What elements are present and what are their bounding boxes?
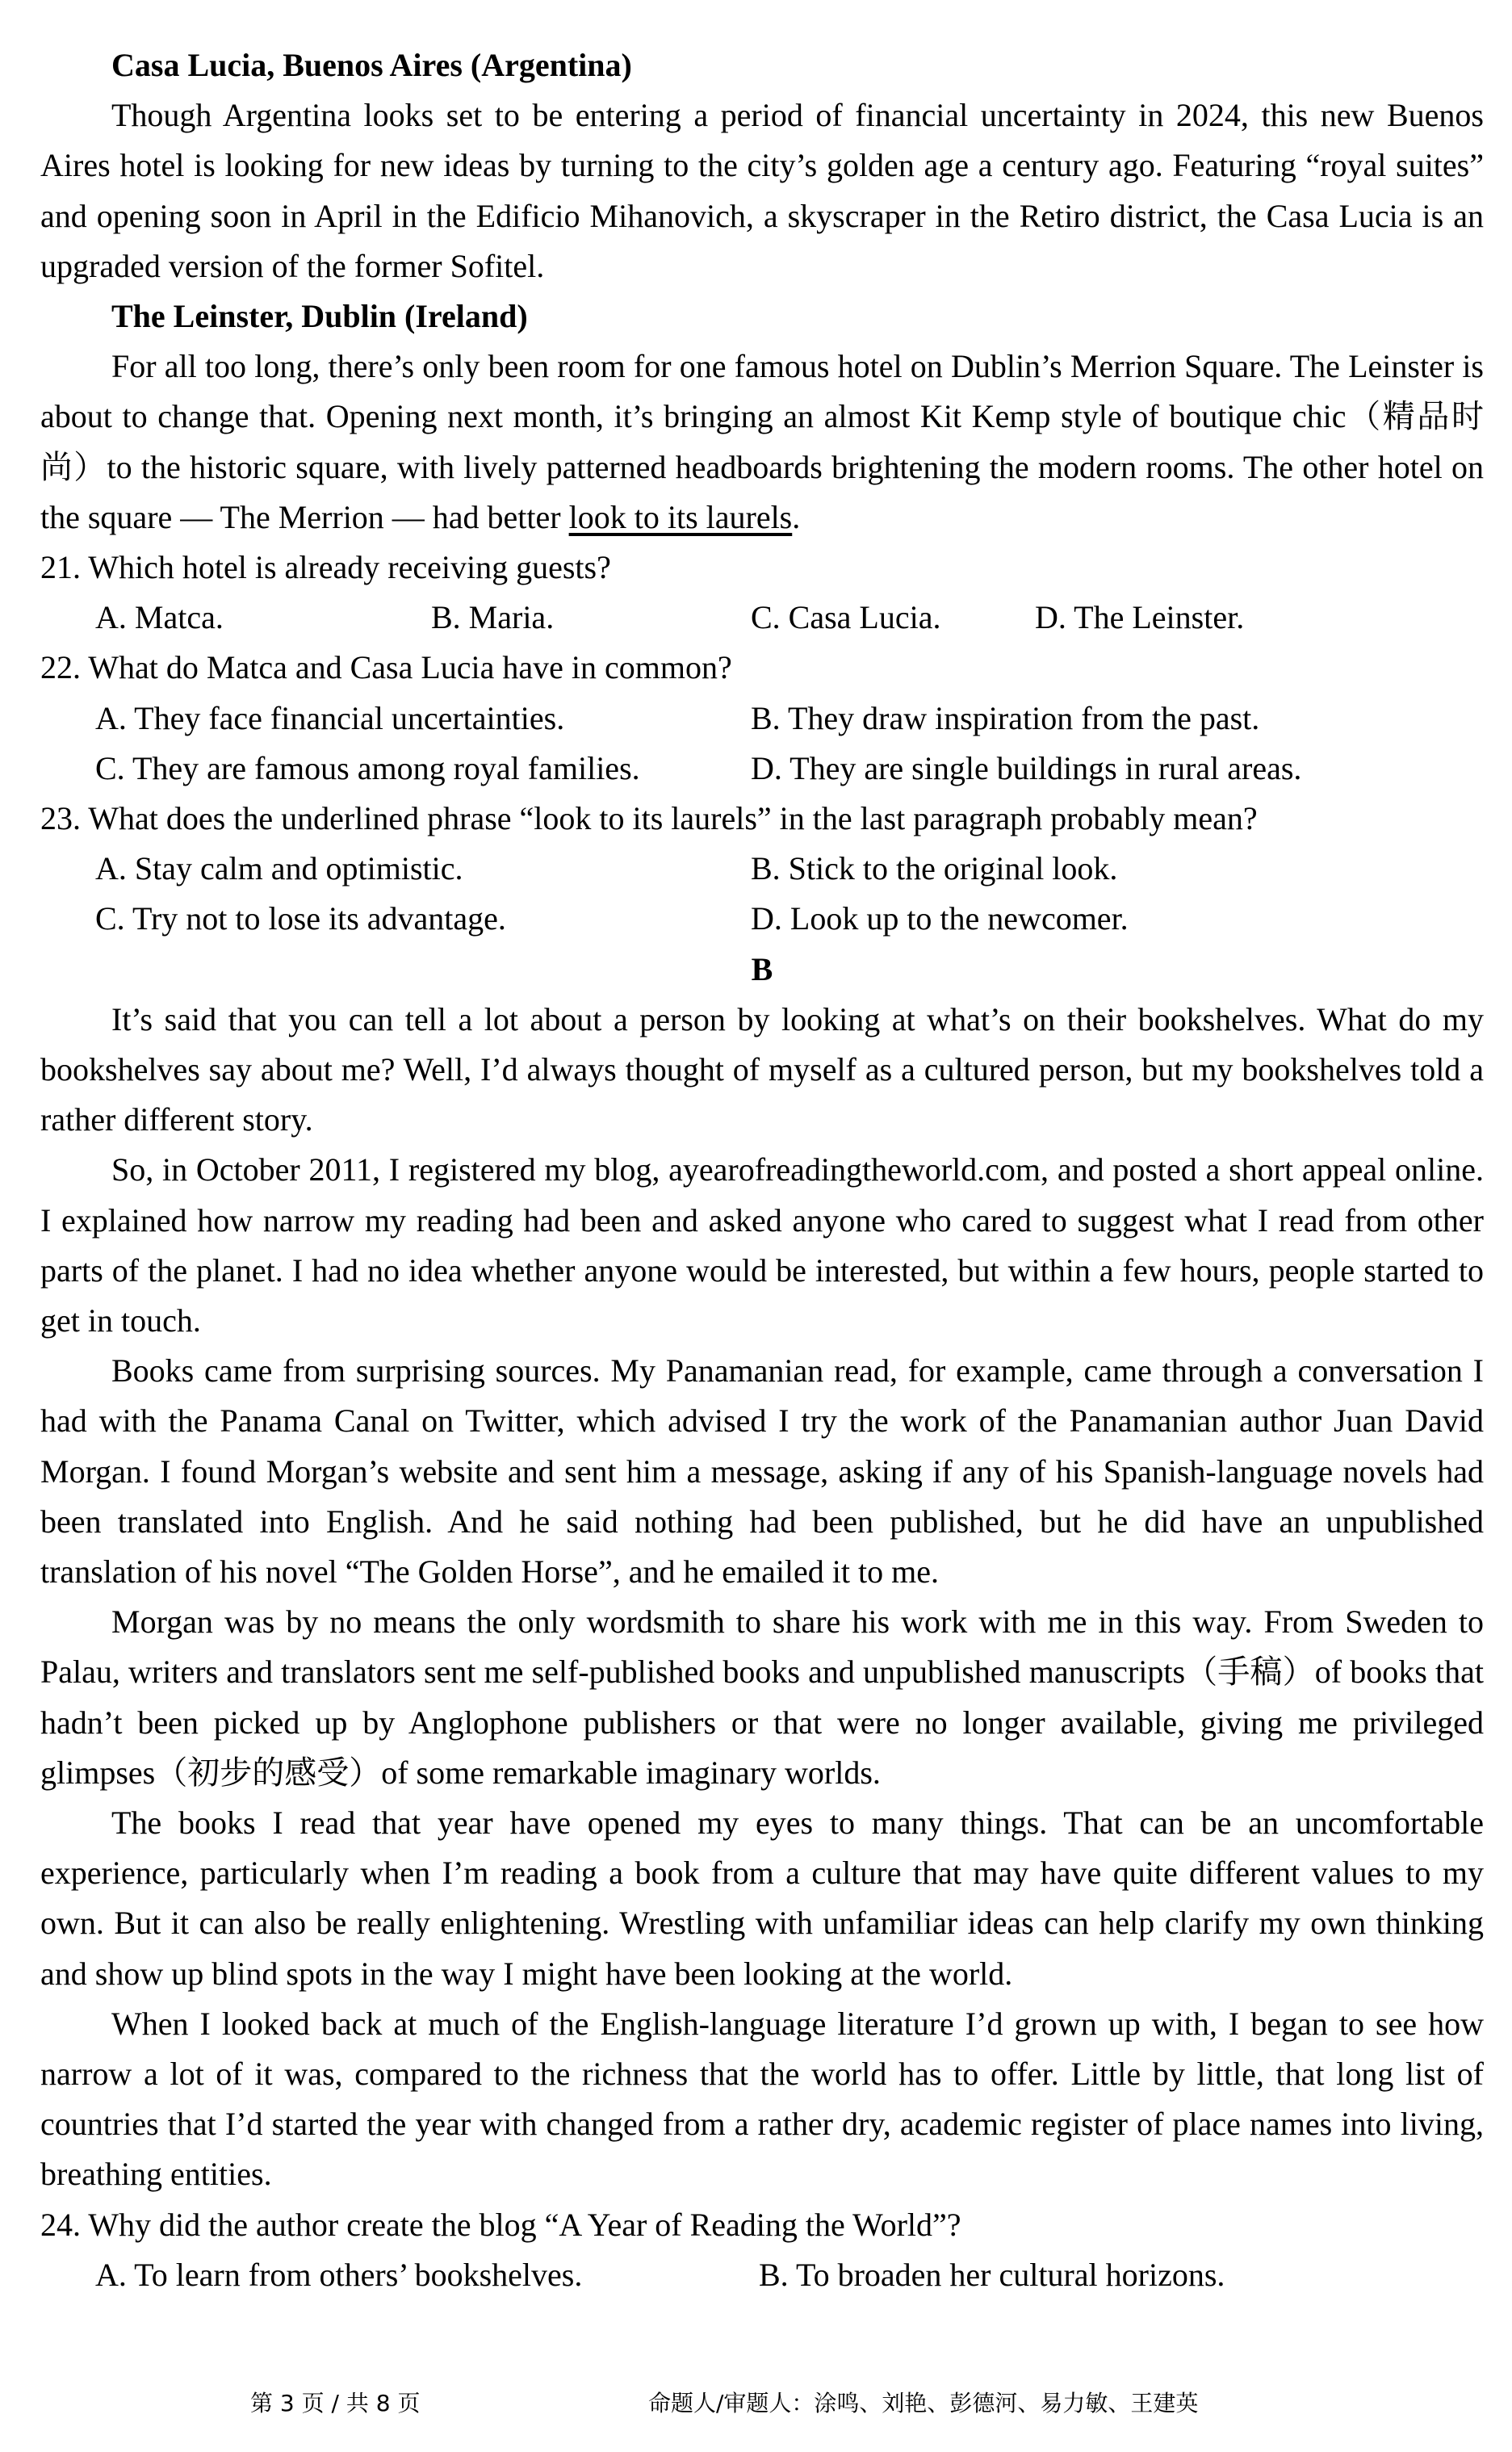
question-23-options-row-2: [40, 894, 1484, 944]
question-23-stem: 23. What does the underlined phrase “look to its laurels” in the last paragraph probably mean?: [40, 799, 1258, 836]
underlined-phrase: look to its laurels: [568, 498, 793, 535]
question-22-option-a[interactable]: A. They face financial uncertainties.: [95, 699, 565, 736]
page-number: 第 3 页 / 共 8 页: [250, 2390, 421, 2416]
footer-authors: 命题人/审题人：涂鸣、刘艳、彭德河、易力敏、王建英: [648, 2390, 1199, 2416]
question-24-stem: 24. Why did the author create the blog “A Year of Reading the World”?: [40, 2206, 961, 2243]
leinster-text-before: For all too long, there’s only been room for one famous hotel on Dublin’s Merrion Square. The Leinster is about to change that. Opening next month, it’s bringing an almost Kit Kemp style of boutique chic（精品时尚）to the historic square, with lively patterned headboards brightening the modern rooms. The other hotel on the square — The Merrion — had better: [40, 348, 1484, 535]
question-22-options-row-1: [40, 694, 1484, 744]
question-24-options-row-1: [40, 2250, 1484, 2300]
hotel-heading-casa-lucia: Casa Lucia, Buenos Aires (Argentina): [111, 47, 632, 83]
hotel-heading-leinster: The Leinster, Dublin (Ireland): [111, 298, 528, 334]
question-23-option-d[interactable]: D. Look up to the newcomer.: [751, 900, 1129, 937]
question-21-option-b[interactable]: B. Maria.: [431, 599, 555, 636]
question-21-option-a[interactable]: A. Matca.: [95, 599, 224, 636]
question-21-option-d[interactable]: D. The Leinster.: [1035, 599, 1245, 636]
question-23-option-b[interactable]: B. Stick to the original look.: [751, 850, 1118, 887]
question-22-option-b[interactable]: B. They draw inspiration from the past.: [751, 699, 1260, 736]
leinster-text-after: .: [792, 498, 801, 535]
question-22-option-d[interactable]: D. They are single buildings in rural areas.: [751, 749, 1302, 786]
passage-b-paragraph-3: Books came from surprising sources. My Panamanian read, for example, came through a conversation I had with the Panama Canal on Twitter, which advised I try the work of the Panamanian author Juan David Morgan. I found Morgan’s website and sent him a message, asking if any of his Spanish-language novels had been translated into English. And he said nothing had been published, but he did have an unpublished translation of his novel “The Golden Horse”, and he emailed it to me.: [40, 1352, 1484, 1590]
page-footer: [0, 2386, 1512, 2418]
question-21-stem: 21. Which hotel is already receiving guests?: [40, 549, 611, 585]
passage-b-paragraph-2: So, in October 2011, I registered my blog, ayearofreadingtheworld.com, and posted a short appeal online. I explained how narrow my reading had been and asked anyone who cared to suggest what I read from other parts of the planet. I had no idea whether anyone would be interested, but within a few hours, people started to get in touch.: [40, 1151, 1484, 1339]
question-24-option-b[interactable]: B. To broaden her cultural horizons.: [759, 2256, 1225, 2293]
section-b-label: B: [751, 950, 773, 987]
passage-b-paragraph-5: The books I read that year have opened my eyes to many things. That can be an uncomfortable experience, particularly when I’m reading a book from a culture that may have quite different values to my own. But it can also be really enlightening. Wrestling with unfamiliar ideas can help clarify my own thinking and show up blind spots in the way I might have been looking at the world.: [40, 1804, 1484, 1992]
question-23-option-a[interactable]: A. Stay calm and optimistic.: [95, 850, 463, 887]
question-22-option-c[interactable]: C. They are famous among royal families.: [95, 749, 640, 786]
question-21-option-c[interactable]: C. Casa Lucia.: [751, 599, 941, 636]
hotel-description-leinster: [40, 342, 1484, 543]
passage-b-paragraph-6: When I looked back at much of the English-language literature I’d grown up with, I began to see how narrow a lot of it was, compared to the richness that the world has to offer. Little by little, that long list of countries that I’d started the year with changed from a rather dry, academic register of place names into living, breathing entities.: [40, 2005, 1484, 2193]
question-22-stem: 22. What do Matca and Casa Lucia have in common?: [40, 649, 732, 686]
question-22-options-row-2: [40, 744, 1484, 794]
question-21-options: [40, 593, 1484, 643]
question-23-options-row-1: [40, 844, 1484, 894]
exam-page: [40, 40, 1484, 2300]
passage-b-paragraph-4: Morgan was by no means the only wordsmith to share his work with me in this way. From Sweden to Palau, writers and translators sent me self-published books and unpublished manuscripts（手稿）of books that hadn’t been picked up by Anglophone publishers or that were no longer available, giving me privileged glimpses（初步的感受）of some remarkable imaginary worlds.: [40, 1603, 1484, 1791]
passage-b-paragraph-1: It’s said that you can tell a lot about a person by looking at what’s on their bookshelves. What do my bookshelves say about me? Well, I’d always thought of myself as a cultured person, but my bookshelves told a rather different story.: [40, 1000, 1484, 1138]
question-24-option-a[interactable]: A. To learn from others’ bookshelves.: [95, 2256, 583, 2293]
hotel-description-casa-lucia: Though Argentina looks set to be entering a period of financial uncertainty in 2024, this new Buenos Aires hotel is looking for new ideas by turning to the city’s golden age a century ago. Featuring “royal suites” and opening soon in April in the Edificio Mihanovich, a skyscraper in the Retiro district, the Casa Lucia is an upgraded version of the former Sofitel.: [40, 97, 1484, 284]
question-23-option-c[interactable]: C. Try not to lose its advantage.: [95, 900, 506, 937]
